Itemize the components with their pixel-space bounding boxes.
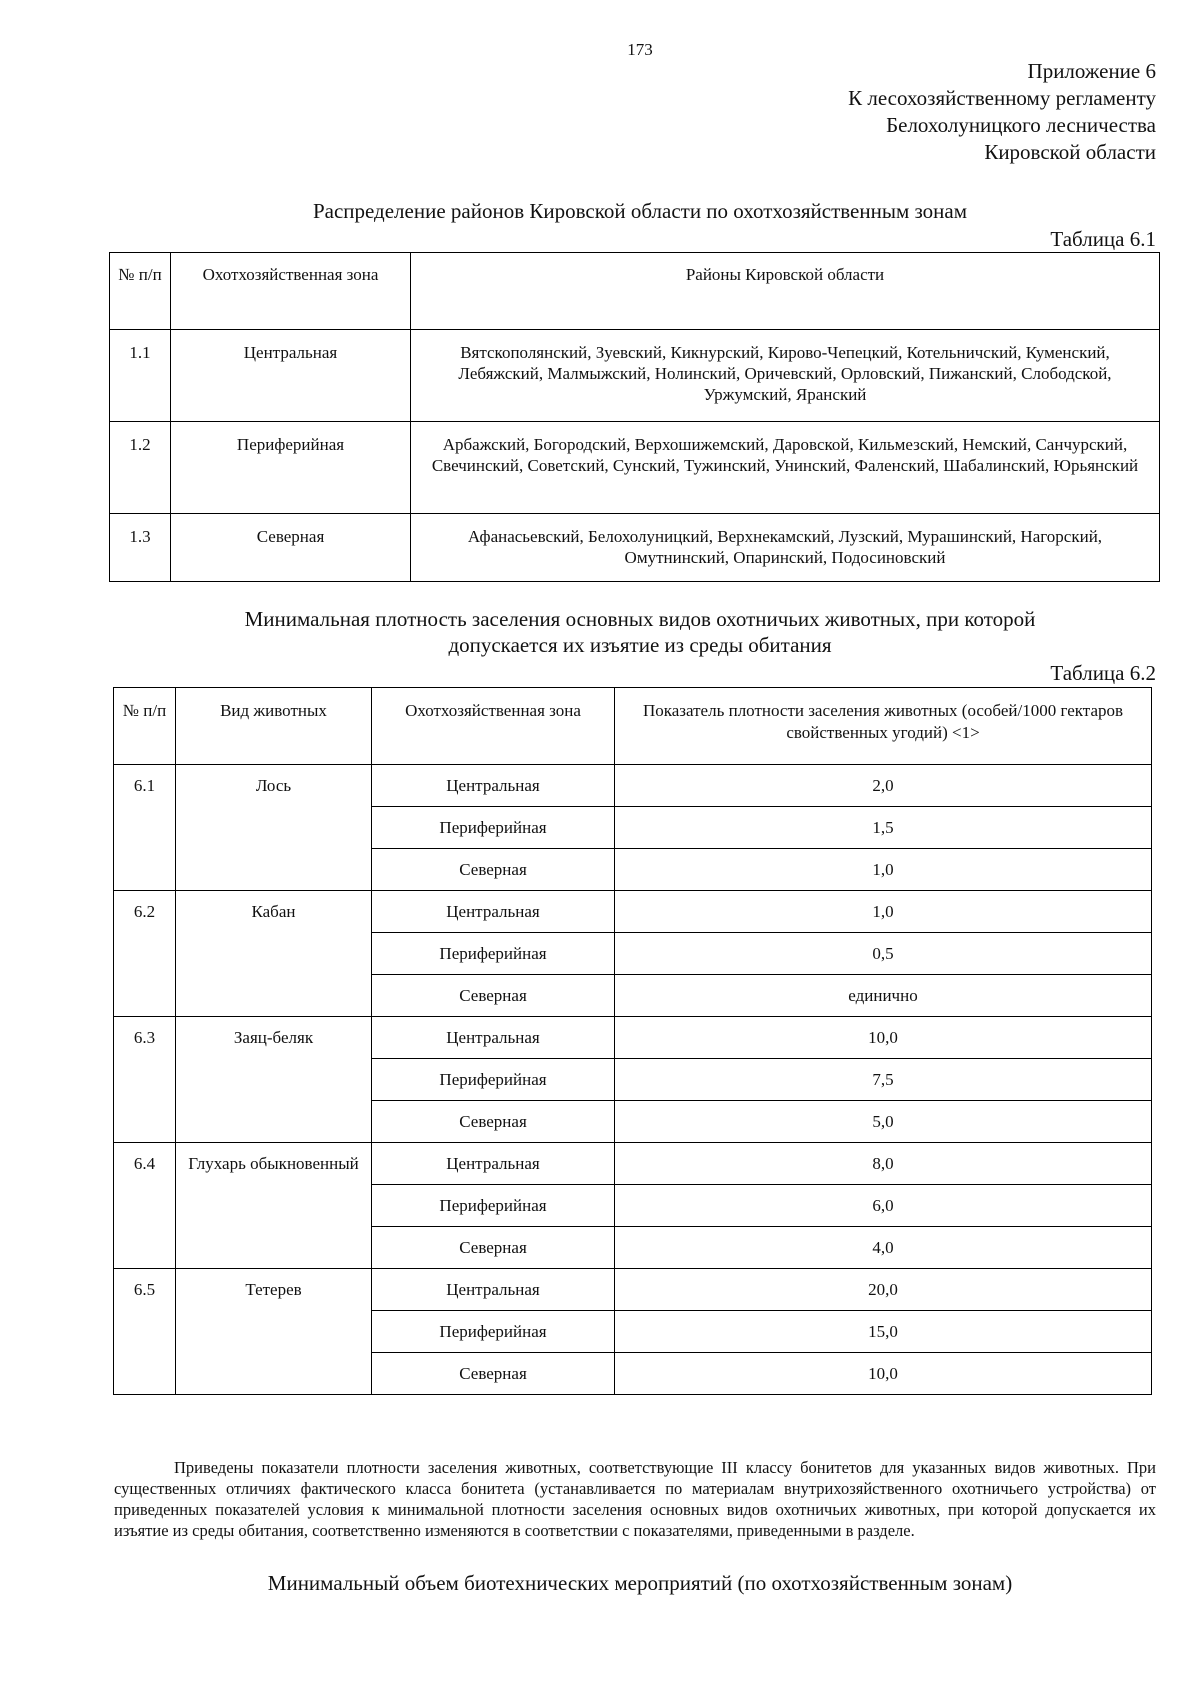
cell-zone: Периферийная bbox=[372, 933, 615, 975]
table-row bbox=[110, 514, 1160, 582]
table-row bbox=[114, 1017, 1152, 1059]
cell-density: 10,0 bbox=[615, 1353, 1152, 1395]
table-row bbox=[114, 891, 1152, 933]
appendix-line: Белохолуницкого лесничества bbox=[886, 113, 1156, 137]
cell-num: 6.5 bbox=[114, 1269, 176, 1395]
cell-zone: Северная bbox=[372, 1227, 615, 1269]
header-density: Показатель плотности заселения животных (особей/1000 гектаров свойственных угодий) <1> bbox=[615, 688, 1152, 765]
table-row bbox=[114, 1143, 1152, 1185]
cell-zone: Центральная bbox=[171, 330, 411, 422]
cell-density: 8,0 bbox=[615, 1143, 1152, 1185]
cell-districts: Афанасьевский, Белохолуницкий, Верхнекамский, Лузский, Мурашинский, Нагорский, Омутнинский, Опаринский, Подосиновский bbox=[411, 514, 1160, 582]
cell-zone: Северная bbox=[372, 849, 615, 891]
footnote-paragraph: Приведены показатели плотности заселения животных, соответствующие III классу бонитетов для указанных видов животных. При существенных отличиях фактического класса бонитета (устанавливается по материалам внутрихозяйственного охотничьего устройства) от приведенных показателей условия к минимальной плотности заселения основных видов охотничьих животных, при которой допускается их изъятие из среды обитания, соответственно изменяются в соответствии с показателями, приведенными в разделе. bbox=[114, 1458, 1156, 1540]
table-row bbox=[114, 1269, 1152, 1311]
cell-districts: Арбажский, Богородский, Верхошижемский, Даровской, Кильмезский, Немский, Санчурский, Свечинский, Советский, Сунский, Тужинский, Унинский, Фаленский, Шабалинский, Юрьянский bbox=[411, 422, 1160, 514]
cell-density: 0,5 bbox=[615, 933, 1152, 975]
cell-zone: Северная bbox=[171, 514, 411, 582]
cell-density: единично bbox=[615, 975, 1152, 1017]
cell-num: 1.1 bbox=[110, 330, 171, 422]
cell-zone: Центральная bbox=[372, 891, 615, 933]
cell-zone: Периферийная bbox=[372, 1185, 615, 1227]
cell-num: 1.2 bbox=[110, 422, 171, 514]
table2-title bbox=[0, 606, 1200, 658]
table-row bbox=[110, 422, 1160, 514]
appendix-line: Приложение 6 bbox=[1027, 59, 1156, 83]
cell-num: 6.4 bbox=[114, 1143, 176, 1269]
header-districts: Районы Кировской области bbox=[411, 253, 1160, 330]
cell-density: 1,0 bbox=[615, 891, 1152, 933]
header-animal: Вид животных bbox=[176, 688, 372, 765]
cell-zone: Северная bbox=[372, 1353, 615, 1395]
cell-density: 2,0 bbox=[615, 765, 1152, 807]
cell-num: 6.2 bbox=[114, 891, 176, 1017]
table1-title: Распределение районов Кировской области по охотхозяйственным зонам bbox=[312, 199, 968, 223]
table1-label: Таблица 6.1 bbox=[1050, 227, 1156, 251]
cell-zone: Периферийная bbox=[372, 1059, 615, 1101]
cell-density: 4,0 bbox=[615, 1227, 1152, 1269]
header-num: № п/п bbox=[114, 688, 176, 765]
table-header-row bbox=[110, 253, 1160, 330]
cell-animal: Заяц-беляк bbox=[176, 1017, 372, 1143]
cell-zone: Северная bbox=[372, 975, 615, 1017]
page-number: 173 bbox=[627, 40, 653, 59]
table-6-1 bbox=[109, 252, 1160, 582]
appendix-line: К лесохозяйственному регламенту bbox=[848, 86, 1156, 110]
cell-density: 1,0 bbox=[615, 849, 1152, 891]
header-zone: Охотхозяйственная зона bbox=[372, 688, 615, 765]
table-row bbox=[114, 765, 1152, 807]
table-6-2 bbox=[113, 687, 1152, 1395]
cell-zone: Центральная bbox=[372, 1143, 615, 1185]
cell-density: 1,5 bbox=[615, 807, 1152, 849]
cell-density: 6,0 bbox=[615, 1185, 1152, 1227]
table2-label: Таблица 6.2 bbox=[1050, 661, 1156, 685]
cell-density: 15,0 bbox=[615, 1311, 1152, 1353]
table2-title-line: допускается их изъятие из среды обитания bbox=[448, 633, 832, 657]
table2-title-line: Минимальная плотность заселения основных видов охотничьих животных, при которой bbox=[244, 607, 1036, 631]
table-header-row bbox=[114, 688, 1152, 765]
cell-zone: Периферийная bbox=[372, 1311, 615, 1353]
cell-density: 20,0 bbox=[615, 1269, 1152, 1311]
cell-density: 7,5 bbox=[615, 1059, 1152, 1101]
cell-num: 6.1 bbox=[114, 765, 176, 891]
cell-animal: Тетерев bbox=[176, 1269, 372, 1395]
cell-zone: Центральная bbox=[372, 765, 615, 807]
cell-zone: Центральная bbox=[372, 1017, 615, 1059]
cell-animal: Лось bbox=[176, 765, 372, 891]
appendix-line: Кировской области bbox=[984, 140, 1156, 164]
cell-zone: Периферийная bbox=[171, 422, 411, 514]
section3-title: Минимальный объем биотехнических мероприятий (по охотхозяйственным зонам) bbox=[267, 1571, 1013, 1595]
cell-zone: Периферийная bbox=[372, 807, 615, 849]
cell-num: 1.3 bbox=[110, 514, 171, 582]
header-zone: Охотхозяйственная зона bbox=[171, 253, 411, 330]
cell-density: 10,0 bbox=[615, 1017, 1152, 1059]
cell-districts: Вятскополянский, Зуевский, Кикнурский, Кирово-Чепецкий, Котельничский, Куменский, Лебяжский, Малмыжский, Нолинский, Оричевский, Орловский, Пижанский, Слободской, Уржумский, Яранский bbox=[411, 330, 1160, 422]
cell-zone: Центральная bbox=[372, 1269, 615, 1311]
cell-zone: Северная bbox=[372, 1101, 615, 1143]
header-num: № п/п bbox=[110, 253, 171, 330]
cell-density: 5,0 bbox=[615, 1101, 1152, 1143]
cell-animal: Глухарь обыкновенный bbox=[176, 1143, 372, 1269]
cell-num: 6.3 bbox=[114, 1017, 176, 1143]
cell-animal: Кабан bbox=[176, 891, 372, 1017]
appendix-header bbox=[848, 58, 1156, 166]
table-row bbox=[110, 330, 1160, 422]
